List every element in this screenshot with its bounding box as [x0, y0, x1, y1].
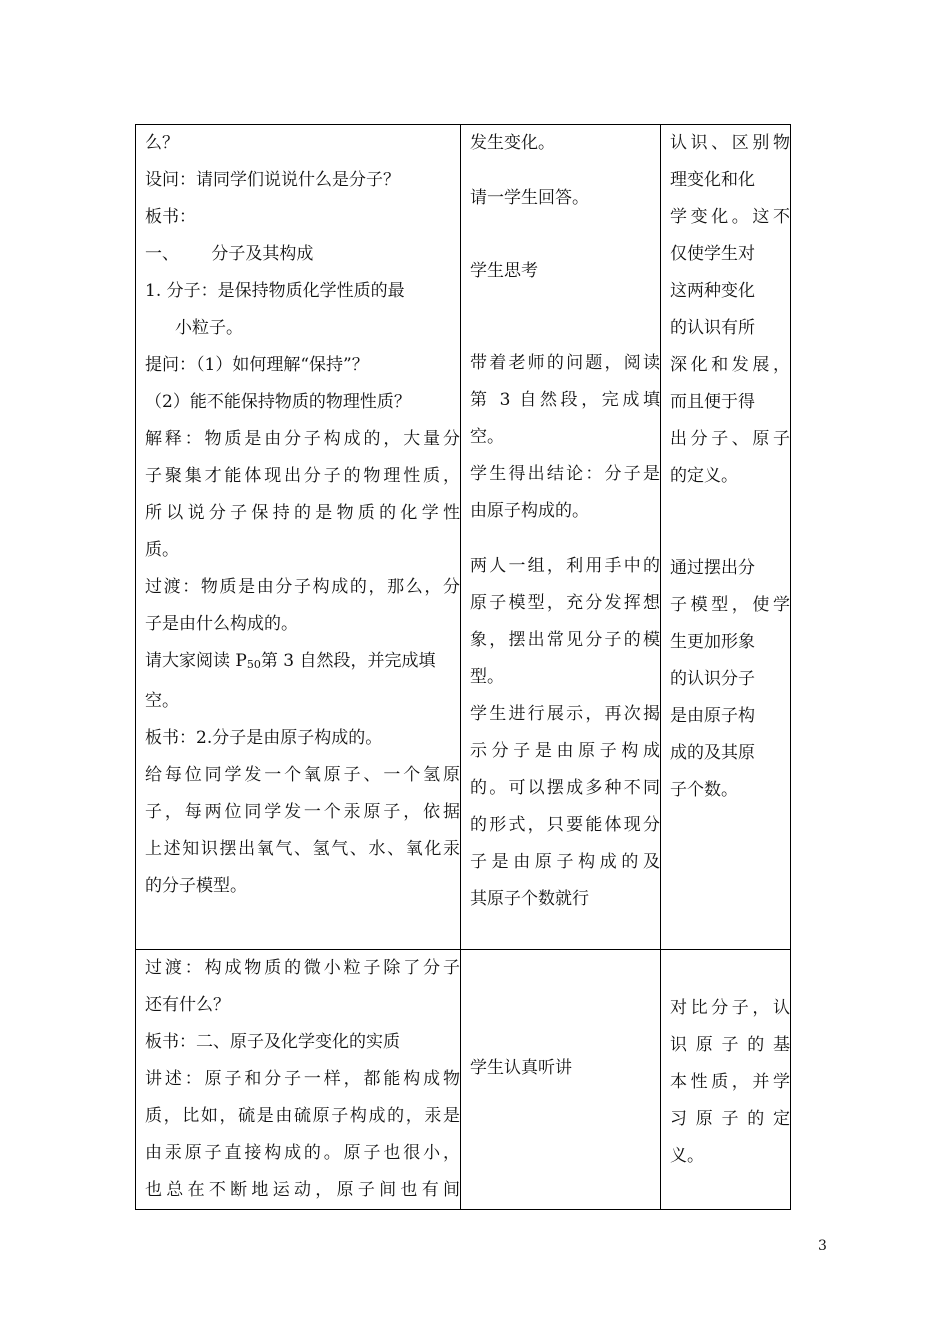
text-line: 理变化和化 — [670, 170, 755, 190]
text-line: 学生思考 — [470, 261, 538, 281]
text-line: 型。 — [470, 667, 504, 687]
teacher-activity-cell — [136, 950, 461, 1210]
text-line: 板书：二、原子及化学变化的实质 — [145, 1032, 400, 1052]
text-line: 质，比如，硫是由硫原子构成的，汞是 — [145, 1106, 460, 1126]
spacer — [470, 235, 660, 253]
text-line: 的认识有所 — [670, 318, 755, 338]
text-line: 么？ — [145, 133, 179, 153]
text-line: 子，每两位同学发一个汞原子，依据 — [145, 802, 460, 822]
design-intent-cell — [661, 950, 791, 1210]
text-line: 第 3 自然段，完成填 — [470, 390, 660, 410]
text-line: 还有什么？ — [145, 995, 230, 1015]
spacer — [470, 327, 660, 345]
spacer — [470, 217, 660, 235]
student-activity-cell — [461, 125, 661, 950]
text-line: 空。 — [470, 427, 504, 447]
design-intent-cell — [661, 125, 791, 950]
text-line: 的形式，只要能体现分 — [470, 815, 660, 835]
text-fragment: 第 3 自然段，并完成填 — [260, 651, 436, 671]
text-line: 也总在不断地运动，原子间也有间 — [145, 1180, 460, 1200]
spacer — [470, 530, 660, 548]
text-line: 板书：2.分子是由原子构成的。 — [145, 728, 383, 748]
text-line: 出分子、原子 — [670, 429, 790, 449]
text-line: 原子模型，充分发挥想 — [470, 593, 660, 613]
text-line: 义。 — [670, 1146, 704, 1166]
text-line: 示分子是由原子构成 — [470, 741, 660, 761]
spacer — [670, 532, 790, 550]
table-row — [136, 950, 791, 1210]
text-line: 空。 — [145, 691, 179, 711]
text-line: 学生认真听讲 — [470, 1058, 572, 1078]
text-line: 生更加形象 — [670, 632, 755, 652]
text-line: 学生得出结论：分子是 — [470, 464, 660, 484]
text-line: 而且便于得 — [670, 392, 755, 412]
text-line: 由原子构成的。 — [470, 501, 589, 521]
text-line: 所以说分子保持的是物质的化学性 — [145, 503, 460, 523]
text-line: 习原子的定 — [670, 1109, 790, 1129]
text-line: 上述知识摆出氧气、氢气、水、氧化汞 — [145, 839, 460, 859]
text-line — [145, 643, 460, 683]
text-line: 过渡：物质是由分子构成的，那么，分 — [145, 577, 460, 597]
teacher-activity-cell — [136, 125, 461, 950]
text-fragment: 请大家阅读 P — [145, 651, 247, 671]
text-line: 学变化。这不 — [670, 207, 790, 227]
text-line: 由汞原子直接构成的。原子也很小， — [145, 1143, 460, 1163]
text-line: 这两种变化 — [670, 281, 755, 301]
text-line: 象，摆出常见分子的模 — [470, 630, 660, 650]
spacer — [470, 162, 660, 180]
spacer — [670, 950, 790, 990]
text-line: 1. 分子：是保持物质化学性质的最 — [145, 281, 405, 301]
text-line: 设问：请同学们说说什么是分子？ — [145, 170, 400, 190]
text-line: 小粒子。 — [175, 318, 243, 338]
text-line: 认识、区别物 — [670, 133, 790, 153]
subscript: 50 — [246, 658, 261, 671]
text-line: 两人一组，利用手中的 — [470, 556, 660, 576]
text-line: 深化和发展， — [670, 355, 790, 375]
text-line: 子模型，使学 — [670, 595, 790, 615]
text-line: 的分子模型。 — [145, 876, 247, 896]
text-line: 讲述：原子和分子一样，都能构成物 — [145, 1069, 460, 1089]
text-line: 子个数。 — [670, 780, 738, 800]
text-line: 板书： — [145, 207, 196, 227]
text-line: 仅使学生对 — [670, 244, 755, 264]
text-line: 学生进行展示，再次揭 — [470, 704, 660, 724]
text-line: 子聚集才能体现出分子的物理性质， — [145, 466, 460, 486]
text-line: 的定义。 — [670, 466, 738, 486]
text-line: 提问：（1）如何理解“保持”？ — [145, 355, 369, 375]
text-line: 请一学生回答。 — [470, 188, 589, 208]
text-line: 质。 — [145, 540, 179, 560]
text-line: 子是由原子构成的及 — [470, 852, 660, 872]
text-line: 对比分子，认 — [670, 998, 790, 1018]
text-line: 本性质，并学 — [670, 1072, 790, 1092]
text-line: 是由原子构 — [670, 706, 755, 726]
text-line: 的认识分子 — [670, 669, 755, 689]
text-line: 子是由什么构成的。 — [145, 614, 298, 634]
text-line: 的。可以摆成多种不同 — [470, 778, 660, 798]
text-line: 带着老师的问题，阅读 — [470, 353, 660, 373]
table-row — [136, 125, 791, 950]
page-number: 3 — [818, 1238, 827, 1254]
text-line: 成的及其原 — [670, 743, 755, 763]
text-line: （2）能不能保持物质的物理性质？ — [145, 392, 411, 412]
text-line: 一、 分子及其构成 — [145, 244, 314, 264]
text-line: 过渡：构成物质的微小粒子除了分子 — [145, 958, 460, 978]
text-line: 发生变化。 — [470, 133, 555, 153]
spacer — [470, 290, 660, 327]
text-line: 通过摆出分 — [670, 558, 755, 578]
text-line: 给每位同学发一个氧原子、一个氢原 — [145, 765, 460, 785]
spacer — [670, 495, 790, 532]
text-line: 解释：物质是由分子构成的，大量分 — [145, 429, 460, 449]
student-activity-cell — [461, 950, 661, 1210]
text-line: 识原子的基 — [670, 1035, 790, 1055]
lesson-plan-table — [135, 124, 791, 1210]
text-line: 其原子个数就行 — [470, 889, 589, 909]
